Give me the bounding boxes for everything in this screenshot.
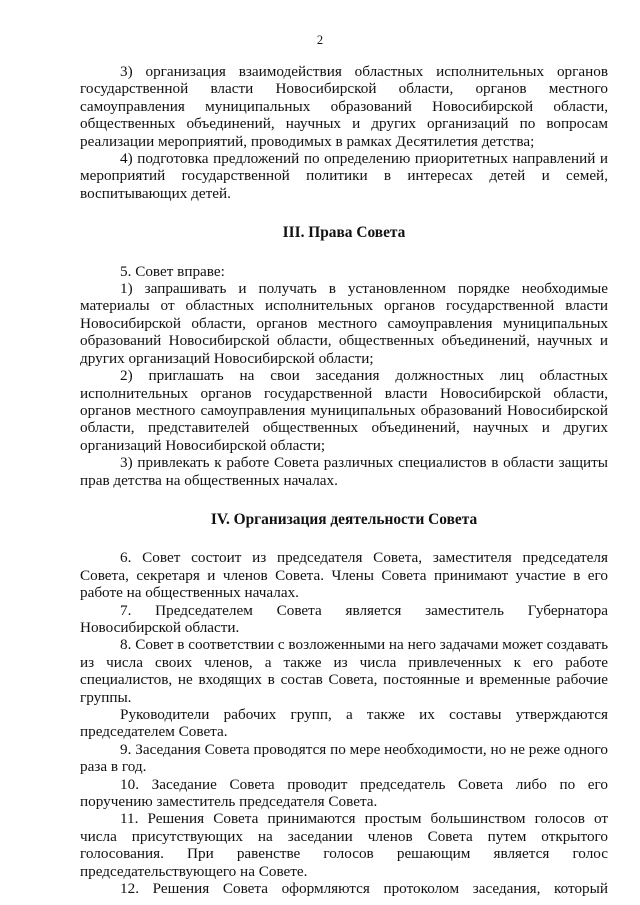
document-body: [80, 63, 608, 897]
paragraph-12: 12. Решения Совета оформляются протоколом заседания, который: [120, 880, 608, 898]
page-number: 2: [316, 33, 324, 47]
paragraph-item-3: 3) организация взаимодействия областных исполнительных органов государственной власти Новосибирской области, органов местного самоуправления муниципальных образований Новосибирской области, общественных объединений, научных и других организаций по вопросам реализации мероприятий, проводимых в рамках Десятилетия детства;: [80, 63, 608, 150]
paragraph-5-1: 1) запрашивать и получать в установленном порядке необходимые материалы от областных исполнительных органов государственной власти Новосибирской области, органов местного самоуправления муниципальных образований Новосибирской области, общественных объединений, научных и других организаций Новосибирской области;: [80, 280, 608, 367]
paragraph-8: 8. Совет в соответствии с возложенными на него задачами может создавать из числа своих членов, а также из числа привлеченных к его работе специалистов, не входящих в состав Совета, постоянные и временные рабочие группы.: [80, 636, 608, 706]
paragraph-11: 11. Решения Совета принимаются простым большинством голосов от числа присутствующих на заседании членов Совета путем открытого голосования. При равенстве голосов решающим является голос председательствующего на Совете.: [80, 810, 608, 880]
paragraph-6: 6. Совет состоит из председателя Совета, заместителя председателя Совета, секретаря и членов Совета. Члены Совета принимают участие в его работе на общественных началах.: [80, 549, 608, 602]
section-heading-rights: III. Права Совета: [282, 224, 406, 242]
paragraph-5-2: 2) приглашать на свои заседания должностных лиц областных исполнительных органов государственной власти Новосибирской области, органов местного самоуправления муниципальных образований Новосибирской области, представителей общественных объединений, научных и других организаций Новосибирской области;: [80, 367, 608, 454]
paragraph-item-4: 4) подготовка предложений по определению приоритетных направлений и мероприятий государственной политики в интересах детей и семей, воспитывающих детей.: [80, 150, 608, 202]
paragraph-10: 10. Заседание Совета проводит председатель Совета либо по его поручению заместитель председателя Совета.: [80, 775, 608, 811]
paragraph-9: 9. Заседания Совета проводятся по мере необходимости, но не реже одного раза в год.: [80, 740, 608, 776]
section-heading-organization: IV. Организация деятельности Совета: [210, 510, 478, 528]
paragraph-8-working-groups: Руководители рабочих групп, а также их составы утверждаются председателем Совета.: [80, 706, 608, 741]
paragraph-7: 7. Председателем Совета является заместитель Губернатора Новосибирской области.: [80, 601, 608, 636]
paragraph-5-3: 3) привлекать к работе Совета различных специалистов в области защиты прав детства на общественных началах.: [80, 454, 608, 489]
paragraph-5: 5. Совет вправе:: [120, 262, 225, 280]
